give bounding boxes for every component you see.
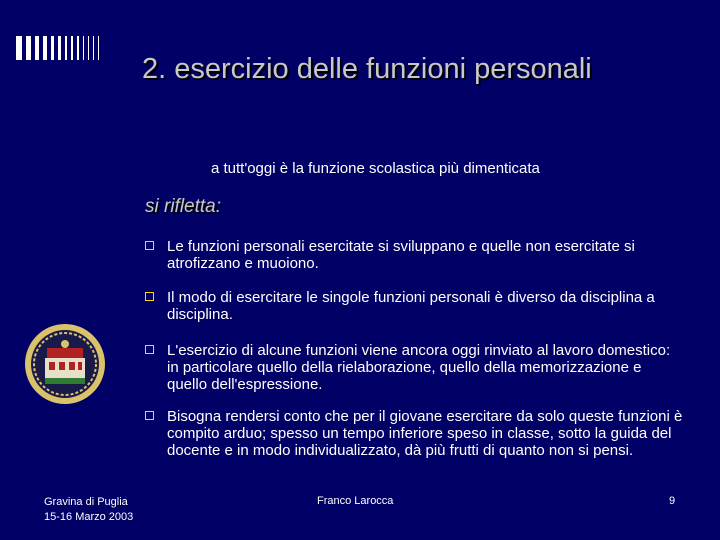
slide-title: 2. esercizio delle funzioni personali (142, 53, 592, 85)
hollow-square-bullet-icon (145, 241, 154, 250)
footer-place-date (44, 495, 133, 525)
bullet-item (145, 238, 685, 272)
bullet-text: Il modo di esercitare le singole funzioni personali è diverso da disciplina a disciplina. (167, 289, 655, 323)
bullet-text: Le funzioni personali esercitate si sviluppano e quelle non esercitate si atrofizzano e muoiono. (167, 238, 635, 272)
footer-date: 15-16 Marzo 2003 (44, 511, 134, 523)
hollow-square-bullet-icon (145, 292, 154, 301)
bullet-text: L'esercizio di alcune funzioni viene ancora oggi rinviato al lavoro domestico: in particolare quello della rielaborazione, quello della memorizzazione e quello dell'espressione. (167, 342, 671, 393)
page-number: 9 (669, 495, 676, 507)
bullet-item (145, 289, 685, 323)
bullet-item (145, 408, 685, 459)
hollow-square-bullet-icon (145, 411, 154, 420)
bullet-text: Bisogna rendersi conto che per il giovane esercitare da solo queste funzioni è compito arduo; spesso un tempo inferiore speso in classe, sotto la guida del docente e in modo individualizzato, dà più frutti di quanto non si pensi. (167, 408, 683, 459)
section-heading: si rifletta: (145, 196, 222, 217)
hollow-square-bullet-icon (145, 345, 154, 354)
slide-subtitle: a tutt'oggi è la funzione scolastica più dimenticata (211, 160, 540, 177)
footer-place: Gravina di Puglia (44, 496, 128, 508)
decorative-stripes (16, 36, 126, 60)
bullet-item (145, 342, 685, 393)
municipal-seal-icon (23, 322, 107, 406)
footer-author: Franco Larocca (317, 495, 394, 507)
